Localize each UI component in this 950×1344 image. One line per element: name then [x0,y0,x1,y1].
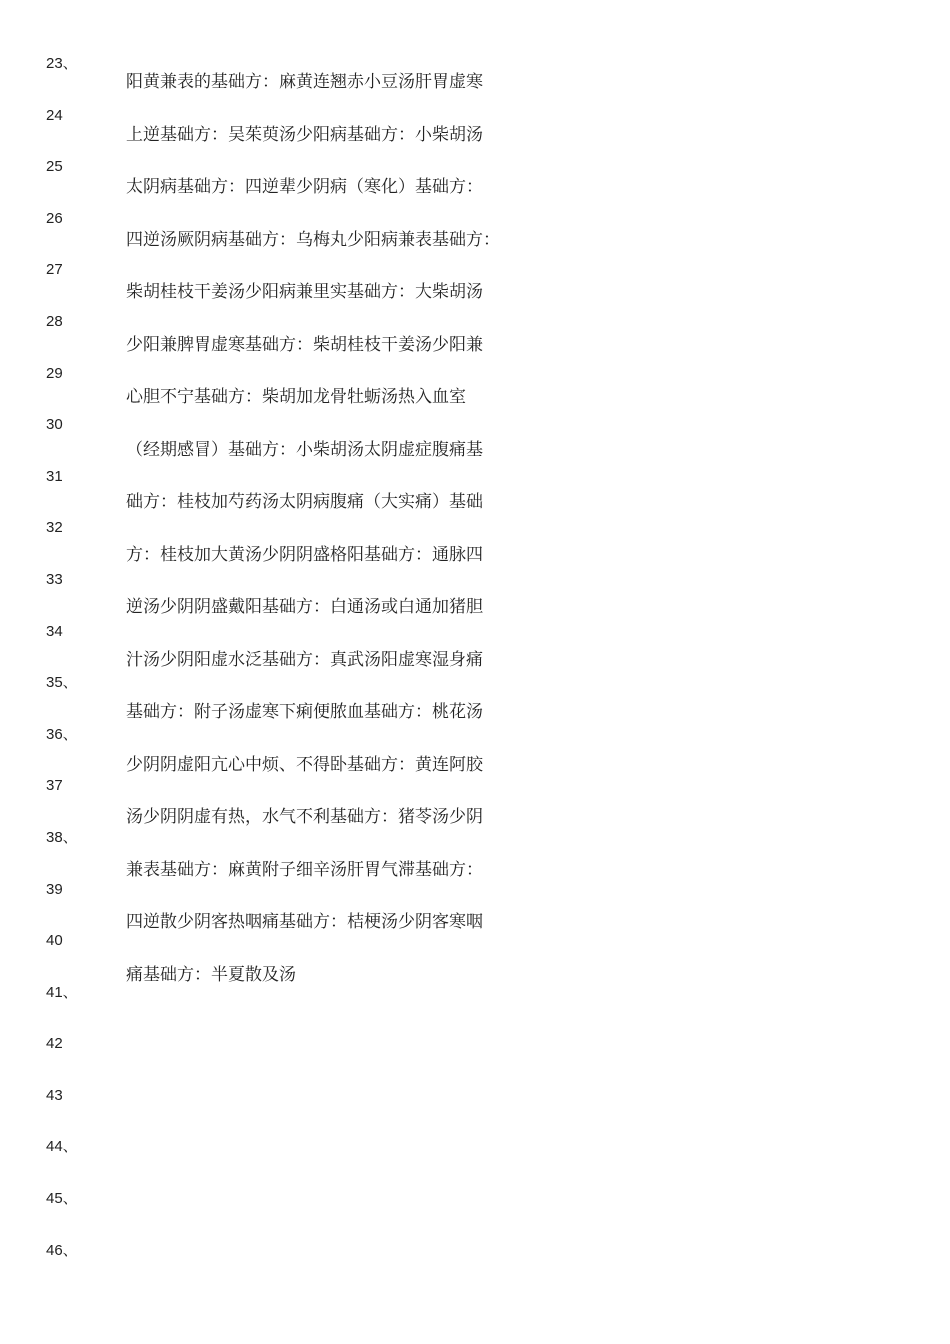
line-number: 46、 [46,1241,78,1259]
text-line: 基础方：附子汤虚寒下痢便脓血基础方：桃花汤 [126,702,483,722]
text-line: 太阴病基础方：四逆辈少阴病（寒化）基础方： [126,177,483,197]
text-line: 少阴阴虚阳亢心中烦、不得卧基础方：黄连阿胶 [126,754,483,775]
line-number: 24 [46,106,63,124]
line-number: 28 [46,312,63,330]
text-line: 痛基础方：半夏散及汤 [126,964,296,985]
line-number: 36、 [46,725,78,743]
text-line: 方：桂枝加大黄汤少阴阴盛格阳基础方：通脉四 [126,544,483,565]
line-number: 37 [46,777,63,795]
line-number: 31 [46,467,63,485]
text-line: 柴胡桂枝干姜汤少阳病兼里实基础方：大柴胡汤 [126,282,483,302]
line-number: 44、 [46,1138,78,1156]
text-body [126,70,546,1015]
text-line: 础方：桂枝加芍药汤太阴病腹痛（大实痛）基础 [126,492,483,512]
line-number: 25 [46,158,63,176]
line-number: 42 [46,1035,63,1053]
text-line: （经期感冒）基础方：小柴胡汤太阴虚症腹痛基 [126,439,483,460]
line-number: 39 [46,880,63,898]
line-number: 45、 [46,1190,78,1208]
text-line: 上逆基础方：吴茱萸汤少阳病基础方：小柴胡汤 [126,124,483,145]
line-number-column [46,53,116,1291]
line-number: 33 [46,570,63,588]
line-number: 32 [46,519,63,537]
text-line: 兼表基础方：麻黄附子细辛汤肝胃气滞基础方： [126,859,483,880]
line-number: 38、 [46,828,78,846]
line-number: 26 [46,209,63,227]
text-line: 逆汤少阴阴盛戴阳基础方：白通汤或白通加猪胆 [126,597,483,617]
line-number: 30 [46,416,63,434]
text-line: 汁汤少阴阳虚水泛基础方：真武汤阳虚寒湿身痛 [126,649,483,670]
line-number: 43 [46,1086,63,1104]
text-line: 心胆不宁基础方：柴胡加龙骨牡蛎汤热入血室 [126,387,466,407]
line-number: 34 [46,622,63,640]
line-number: 35、 [46,674,78,692]
line-number: 23、 [46,55,78,72]
text-line: 四逆散少阴客热咽痛基础方：桔梗汤少阴客寒咽 [126,912,483,932]
line-number: 27 [46,261,63,279]
line-number: 40 [46,932,63,950]
text-line: 阳黄兼表的基础方：麻黄连翘赤小豆汤肝胃虚寒 [126,72,483,92]
text-line: 少阳兼脾胃虚寒基础方：柴胡桂枝干姜汤少阳兼 [126,334,483,355]
line-number: 41、 [46,983,78,1001]
line-number: 29 [46,364,63,382]
text-line: 汤少阴阴虚有热，水气不利基础方：猪苓汤少阴 [126,807,483,827]
text-line: 四逆汤厥阴病基础方：乌梅丸少阳病兼表基础方： [126,229,500,250]
